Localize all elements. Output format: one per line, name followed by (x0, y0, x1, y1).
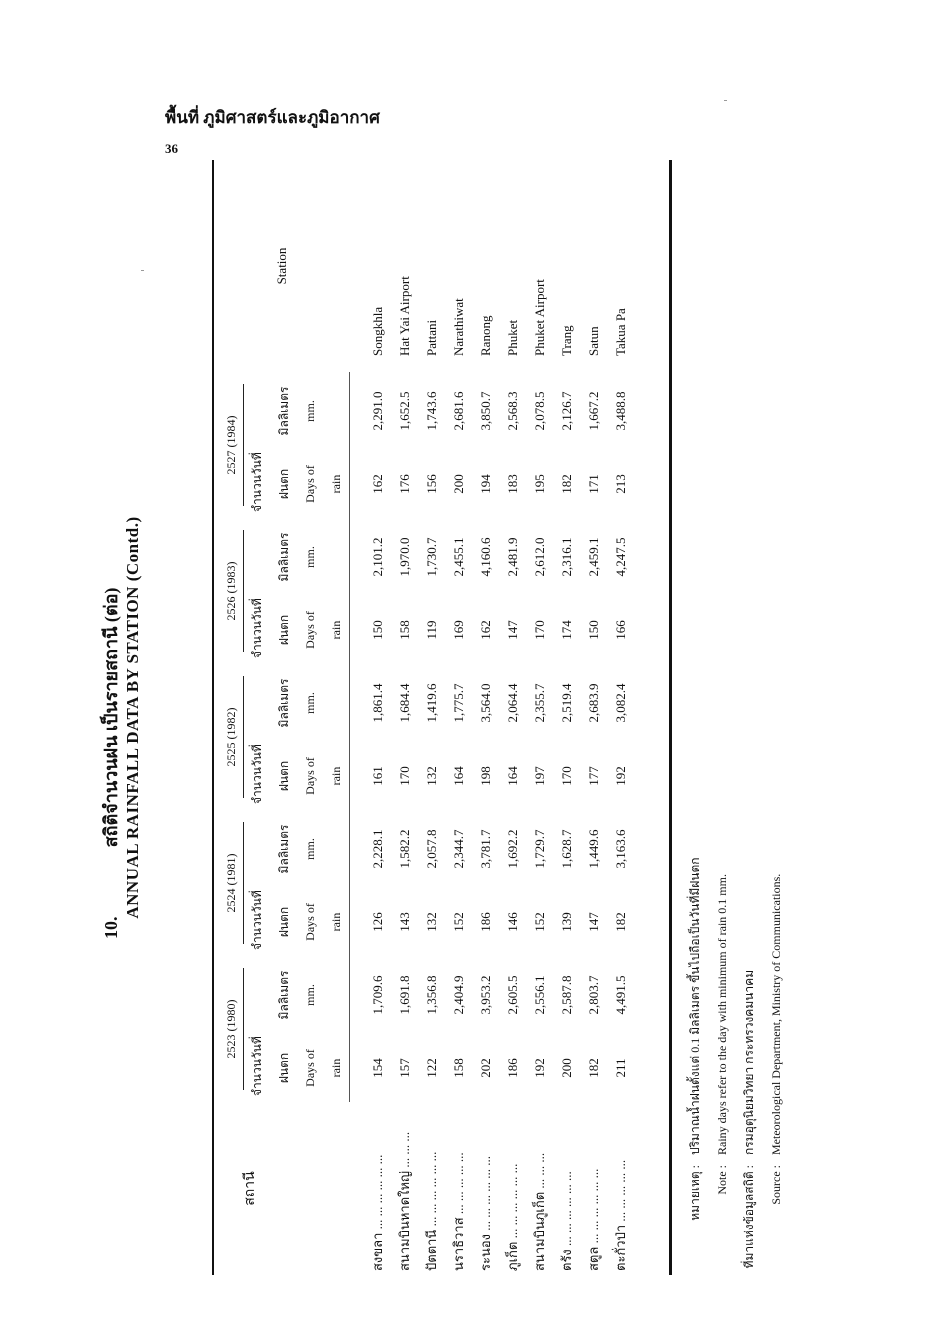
rain-days-cell: 170 (559, 766, 574, 786)
mm-header-thai: มิลลิเมตร (277, 532, 291, 582)
rain-days-cell: 174 (559, 620, 574, 640)
rainfall-mm-cell: 1,775.7 (451, 683, 466, 723)
rain-days-cell: 156 (424, 474, 439, 494)
table-row (472, 160, 499, 1275)
rainfall-mm-cell: 2,568.3 (505, 391, 520, 431)
rain-days-cell: 182 (586, 1058, 601, 1078)
rainfall-mm-cell: 2,404.9 (451, 975, 466, 1015)
rain-days-cell: 119 (424, 620, 439, 640)
station-name-thai: ตรัง ... ... ... ... ... ... (559, 1171, 574, 1271)
days-header-english-1: Days of (303, 465, 317, 503)
days-header-english-2: rain (323, 888, 350, 956)
year-label: 2525 (1982) (222, 676, 244, 798)
rainfall-mm-cell: 2,057.8 (424, 829, 439, 869)
rainfall-mm-cell: 1,861.4 (370, 683, 385, 723)
rain-days-cell: 195 (532, 474, 547, 494)
rain-days-cell: 147 (505, 620, 520, 640)
days-header-english-2: rain (323, 1034, 350, 1102)
station-name-thai: สตูล ... ... ... ... ... ... (586, 1168, 601, 1271)
year-label: 2524 (1981) (222, 822, 244, 944)
rain-days-cell: 162 (478, 620, 493, 640)
year-header (214, 372, 244, 518)
source-row (763, 160, 790, 1275)
rain-days-cell: 213 (613, 474, 628, 494)
rain-days-cell: 194 (478, 474, 493, 494)
days-header-english-2: rain (323, 742, 350, 810)
year-header (214, 810, 244, 956)
station-name-thai: นราธิวาส ... ... ... ... ... (451, 1152, 466, 1271)
rainfall-mm-cell: 2,481.9 (505, 537, 520, 577)
rainfall-mm-cell: 1,743.6 (424, 391, 439, 431)
rain-days-cell: 186 (478, 912, 493, 932)
rain-days-cell: 170 (532, 620, 547, 640)
table-row (580, 160, 607, 1275)
rainfall-mm-cell: 3,781.7 (478, 829, 493, 869)
mm-header-thai: มิลลิเมตร (277, 386, 291, 436)
rain-days-cell: 182 (559, 474, 574, 494)
mm-header-english: mm. (303, 984, 317, 1006)
rainfall-mm-cell: 2,126.7 (559, 391, 574, 431)
station-name-english: Ranong (478, 315, 493, 356)
rainfall-mm-cell: 2,605.5 (505, 975, 520, 1015)
mm-header-english: mm. (303, 400, 317, 422)
rain-days-cell: 164 (451, 766, 466, 786)
rainfall-table (212, 160, 672, 1275)
rain-days-cell: 154 (370, 1058, 385, 1078)
days-header-thai-2: ฝนตก (277, 906, 291, 938)
rain-days-cell: 152 (532, 912, 547, 932)
source-text: กรมอุตุนิยมวิทยา กระทรวงคมนาคม (742, 969, 756, 1155)
rainfall-mm-cell: 3,850.7 (478, 391, 493, 431)
note-text: ปริมาณน้ำฝนตั้งแต่ 0.1 มิลลิเมตร ขึ้นไปถือเป็นวันที่มีฝนตก (688, 857, 702, 1155)
rainfall-mm-cell: 3,163.6 (613, 829, 628, 869)
rain-days-cell: 176 (397, 474, 412, 494)
station-name-thai: สนามบินภูเก็ต ... ... ... (532, 1152, 547, 1271)
rain-days-cell: 192 (532, 1058, 547, 1078)
days-header-english-1: Days of (303, 757, 317, 795)
station-header-english: Station (273, 247, 289, 285)
days-header-thai-2: ฝนตก (277, 468, 291, 500)
days-header-thai-2: ฝนตก (277, 614, 291, 646)
rain-days-cell: 200 (451, 474, 466, 494)
rainfall-mm-cell: 1,684.4 (397, 683, 412, 723)
rainfall-mm-cell: 2,556.1 (532, 975, 547, 1015)
source-text: Meteorological Department, Ministry of Communications. (769, 873, 783, 1155)
rainfall-mm-cell: 1,449.6 (586, 829, 601, 869)
rainfall-mm-cell: 2,228.1 (370, 829, 385, 869)
rainfall-mm-cell: 1,730.7 (424, 537, 439, 577)
station-name-thai: สงขลา ... ... ... ... ... ... (369, 1154, 385, 1271)
rain-days-cell: 162 (370, 474, 385, 494)
rain-days-cell: 200 (559, 1058, 574, 1078)
rainfall-mm-cell: 2,681.6 (451, 391, 466, 431)
table-row (350, 160, 392, 1275)
year-label: 2527 (1984) (222, 384, 244, 506)
station-header-thai: สถานี (243, 1171, 258, 1206)
rain-days-cell: 161 (370, 766, 385, 786)
rain-days-cell: 211 (613, 1058, 628, 1078)
rain-days-cell: 171 (586, 474, 601, 494)
table-row (553, 160, 580, 1275)
rainfall-mm-cell: 3,488.8 (613, 391, 628, 431)
rain-days-cell: 146 (505, 912, 520, 932)
table-row (445, 160, 472, 1275)
station-name-english: Satun (586, 326, 601, 356)
station-name-english: Phuket Airport (532, 279, 547, 356)
rainfall-mm-cell: 3,953.2 (478, 975, 493, 1015)
rainfall-mm-cell: 2,064.4 (505, 683, 520, 723)
station-name-english: Hat Yai Airport (397, 276, 412, 356)
rain-days-cell: 182 (613, 912, 628, 932)
mm-header-english: mm. (303, 546, 317, 568)
rainfall-mm-cell: 2,459.1 (586, 537, 601, 577)
table-row (391, 160, 418, 1275)
table-title-english: ANNUAL RAINFALL DATA BY STATION (Contd.) (123, 516, 142, 919)
rain-days-cell: 183 (505, 474, 520, 494)
days-header-english-1: Days of (303, 903, 317, 941)
rain-days-cell: 150 (370, 620, 385, 640)
days-header-english-1: Days of (303, 611, 317, 649)
rainfall-mm-cell: 1,356.8 (424, 975, 439, 1015)
days-header-english-2: rain (323, 596, 350, 664)
rain-days-cell: 132 (424, 766, 439, 786)
rain-days-cell: 197 (532, 766, 547, 786)
days-header-thai-1: จำนวนวันที่ (250, 890, 264, 950)
station-name-thai: ภูเก็ต ... ... ... ... ... ... (505, 1163, 520, 1271)
source-label: Source : (769, 1165, 783, 1205)
source-row (736, 160, 763, 1275)
rain-days-cell: 139 (559, 912, 574, 932)
year-header (214, 956, 244, 1102)
year-label: 2523 (1980) (222, 968, 244, 1090)
note-label: Note : (715, 1165, 729, 1195)
running-header: พื้นที่ ภูมิศาสตร์และภูมิอากาศ (165, 108, 380, 127)
station-name-english: Narathiwat (451, 298, 466, 356)
station-name-english: Songkhla (369, 306, 385, 356)
rainfall-mm-cell: 1,692.2 (505, 829, 520, 869)
station-name-thai: ระนอง ... ... ... ... ... ... (478, 1155, 493, 1271)
note-row (709, 160, 736, 1275)
rainfall-mm-cell: 1,582.2 (397, 829, 412, 869)
year-header (214, 664, 244, 810)
days-header-thai-1: จำนวนวันที่ (250, 1036, 264, 1096)
mm-header-english: mm. (303, 838, 317, 860)
days-header-english-2: rain (323, 450, 350, 518)
rainfall-mm-cell: 2,803.7 (586, 975, 601, 1015)
rain-days-cell: 198 (478, 766, 493, 786)
days-header-english-1: Days of (303, 1049, 317, 1087)
rainfall-mm-cell: 2,101.2 (370, 537, 385, 577)
table-row (526, 160, 553, 1275)
rainfall-mm-cell: 1,652.5 (397, 391, 412, 431)
days-header-thai-1: จำนวนวันที่ (250, 598, 264, 658)
rain-days-cell: 169 (451, 620, 466, 640)
year-label: 2526 (1983) (222, 530, 244, 652)
year-header (214, 518, 244, 664)
rainfall-mm-cell: 1,709.6 (370, 975, 385, 1015)
rain-days-cell: 158 (397, 620, 412, 640)
days-header-thai-2: ฝนตก (277, 760, 291, 792)
note-text: Rainy days refer to the day with minimum of rain 0.1 mm. (715, 874, 729, 1155)
rainfall-mm-cell: 2,519.4 (559, 683, 574, 723)
rainfall-mm-cell: 2,078.5 (532, 391, 547, 431)
rain-days-cell: 126 (370, 912, 385, 932)
rainfall-mm-cell: 2,455.1 (451, 537, 466, 577)
rain-days-cell: 147 (586, 912, 601, 932)
rain-days-cell: 158 (451, 1058, 466, 1078)
rainfall-mm-cell: 3,564.0 (478, 683, 493, 723)
rainfall-mm-cell: 1,970.0 (397, 537, 412, 577)
rainfall-mm-cell: 2,355.7 (532, 683, 547, 723)
rain-days-cell: 192 (613, 766, 628, 786)
station-name-english: Pattani (424, 319, 439, 356)
rainfall-mm-cell: 2,612.0 (532, 537, 547, 577)
table-number: 10. (101, 916, 121, 939)
rain-days-cell: 186 (505, 1058, 520, 1078)
rainfall-mm-cell: 3,082.4 (613, 683, 628, 723)
rain-days-cell: 150 (586, 620, 601, 640)
rain-days-cell: 202 (478, 1058, 493, 1078)
station-name-english: Phuket (505, 319, 520, 356)
station-name-english: Trang (559, 325, 574, 356)
rainfall-mm-cell: 1,419.6 (424, 683, 439, 723)
rainfall-mm-cell: 2,344.7 (451, 829, 466, 869)
rainfall-mm-cell: 1,628.7 (559, 829, 574, 869)
rain-days-cell: 164 (505, 766, 520, 786)
rainfall-mm-cell: 4,491.5 (613, 975, 628, 1015)
table-row (607, 160, 634, 1275)
source-label: ที่มาแห่งข้อมูลสถิติ : (742, 1165, 756, 1269)
rainfall-mm-cell: 2,291.0 (370, 391, 385, 431)
station-name-thai: ตะกั่วป่า ... ... ... ... ... (613, 1159, 628, 1271)
rainfall-mm-cell: 4,247.5 (613, 537, 628, 577)
table-row (499, 160, 526, 1275)
rainfall-mm-cell: 2,683.9 (586, 683, 601, 723)
notes-block (682, 160, 790, 1275)
rainfall-mm-cell: 2,316.1 (559, 537, 574, 577)
rain-days-cell: 122 (424, 1058, 439, 1078)
station-name-english: Takua Pa (613, 308, 628, 356)
rainfall-mm-cell: 1,667.2 (586, 391, 601, 431)
rainfall-mm-cell: 1,691.8 (397, 975, 412, 1015)
page-number: 36 (165, 141, 178, 156)
days-header-thai-2: ฝนตก (277, 1052, 291, 1084)
days-header-thai-1: จำนวนวันที่ (250, 744, 264, 804)
mm-header-english: mm. (303, 692, 317, 714)
mm-header-thai: มิลลิเมตร (277, 970, 291, 1020)
station-name-thai: ปัตตานี ... ... ... ... ... ... (424, 1151, 439, 1271)
rain-days-cell: 143 (397, 912, 412, 932)
table-title (100, 160, 144, 1275)
table-title-thai: สถิติจำนวนฝน เป็นรายสถานี (ต่อ) (101, 587, 121, 848)
mm-header-thai: มิลลิเมตร (277, 824, 291, 874)
rotated-table-page (101, 160, 783, 1275)
days-header-thai-1: จำนวนวันที่ (250, 452, 264, 512)
table-row (418, 160, 445, 1275)
rainfall-mm-cell: 1,729.7 (532, 829, 547, 869)
rain-days-cell: 157 (397, 1058, 412, 1078)
note-row (682, 160, 709, 1275)
mm-header-thai: มิลลิเมตร (277, 678, 291, 728)
rain-days-cell: 166 (613, 620, 628, 640)
rainfall-mm-cell: 2,587.8 (559, 975, 574, 1015)
rain-days-cell: 170 (397, 766, 412, 786)
rain-days-cell: 152 (451, 912, 466, 932)
rain-days-cell: 132 (424, 912, 439, 932)
rain-days-cell: 177 (586, 766, 601, 786)
rainfall-mm-cell: 4,160.6 (478, 537, 493, 577)
note-label: หมายเหตุ : (688, 1165, 702, 1221)
station-name-thai: สนามบินหาดใหญ่ ... ... ... (397, 1131, 412, 1271)
